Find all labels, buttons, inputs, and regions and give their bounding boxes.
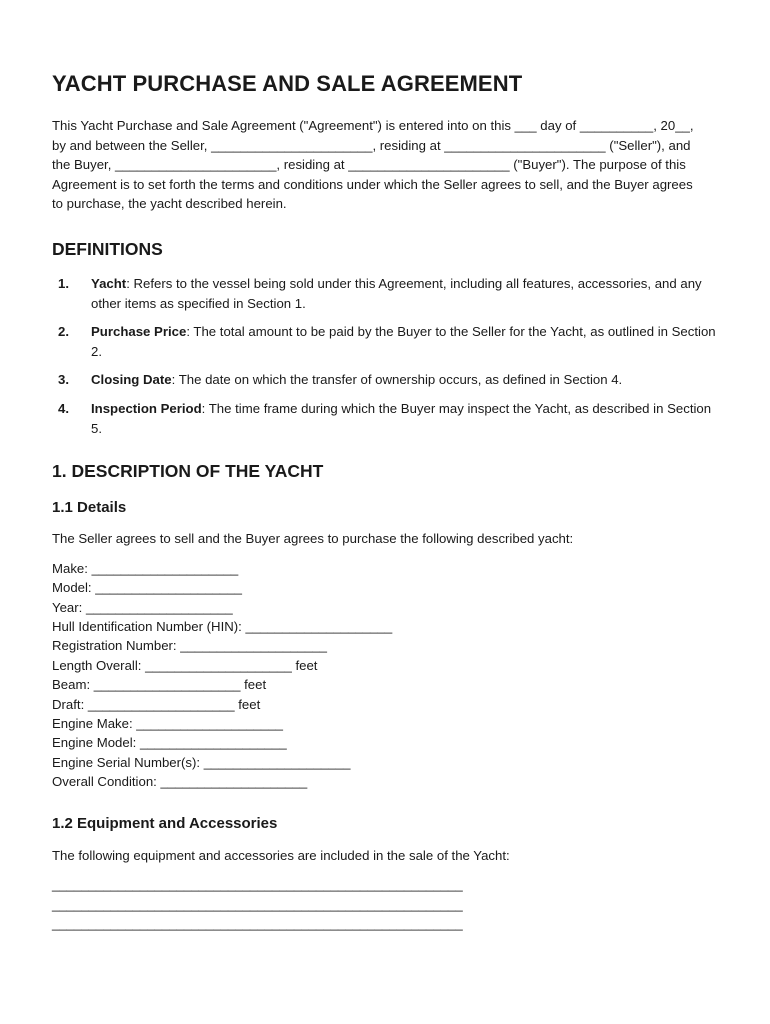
definition-item: [52, 399, 721, 438]
definition-number: 3.: [58, 372, 69, 388]
field-engine-serial-numbers: Engine Serial Number(s): ____________________: [52, 754, 351, 770]
equipment-lead: The following equipment and accessories are included in the sale of the Yacht:: [52, 847, 510, 863]
blank-line: ________________________________________________________: [52, 916, 463, 932]
blank-line: ________________________________________________________: [52, 896, 463, 912]
document-title: YACHT PURCHASE AND SALE AGREEMENT: [52, 71, 523, 96]
definition-text: : The total amount to be paid by the Buyer to the Seller for the Yacht, as outlined in Section 2.: [91, 324, 716, 359]
definition-term: Yacht: [91, 275, 127, 291]
field-year: Year: ____________________: [52, 599, 233, 615]
field-overall-condition: Overall Condition: ____________________: [52, 774, 308, 790]
blank-line: ________________________________________________________: [52, 877, 463, 893]
definition-number: 4.: [58, 400, 69, 416]
definition-term: Purchase Price: [91, 324, 187, 340]
field-engine-make: Engine Make: ____________________: [52, 715, 283, 731]
field-model: Model: ____________________: [52, 580, 242, 596]
field-registration-number: Registration Number: ____________________: [52, 638, 327, 654]
intro-paragraph: This Yacht Purchase and Sale Agreement ("Agreement") is entered into on this ___ day of __________, 20__, by and between the Seller, ______________________, residing at ______________________ ("Seller"), and the Buyer, ______________________, residing at ______________________ ("Buyer"). The purpose of this Agreement is to set forth the terms and conditions under which the Seller agrees to sell, and the Buyer agrees to purchase, the yacht described herein.: [52, 118, 694, 212]
definition-item: [52, 322, 721, 361]
definition-text: : The time frame during which the Buyer may inspect the Yacht, as described in Section 5.: [91, 400, 712, 436]
definition-item: [52, 370, 721, 390]
details-heading: 1.1 Details: [52, 499, 127, 517]
definitions-heading: DEFINITIONS: [52, 238, 163, 259]
yacht-details-fields: [52, 559, 732, 792]
definition-number: 2.: [58, 324, 69, 340]
details-lead: The Seller agrees to sell and the Buyer agrees to purchase the following described yacht:: [52, 531, 574, 547]
field-length-overall: Length Overall: ____________________ feet: [52, 657, 318, 673]
definition-text: : The date on which the transfer of ownership occurs, as defined in Section 4.: [171, 372, 623, 388]
section-1-heading: 1. DESCRIPTION OF THE YACHT: [52, 461, 324, 482]
document-page: [52, 70, 732, 934]
definition-number: 1.: [58, 275, 69, 291]
equipment-heading: 1.2 Equipment and Accessories: [52, 814, 278, 832]
definitions-list: [52, 274, 732, 438]
field-engine-model: Engine Model: ____________________: [52, 735, 287, 751]
definition-text: : Refers to the vessel being sold under this Agreement, including all features, accessories, and any other items as specified in Section 1.: [91, 275, 702, 311]
field-beam: Beam: ____________________ feet: [52, 677, 267, 693]
equipment-blank-lines: [52, 875, 732, 934]
field-hin: Hull Identification Number (HIN): ____________________: [52, 618, 393, 634]
definition-item: [52, 274, 721, 313]
field-make: Make: ____________________: [52, 560, 239, 576]
definition-term: Closing Date: [91, 372, 172, 388]
definition-term: Inspection Period: [91, 400, 202, 416]
field-draft: Draft: ____________________ feet: [52, 696, 261, 712]
